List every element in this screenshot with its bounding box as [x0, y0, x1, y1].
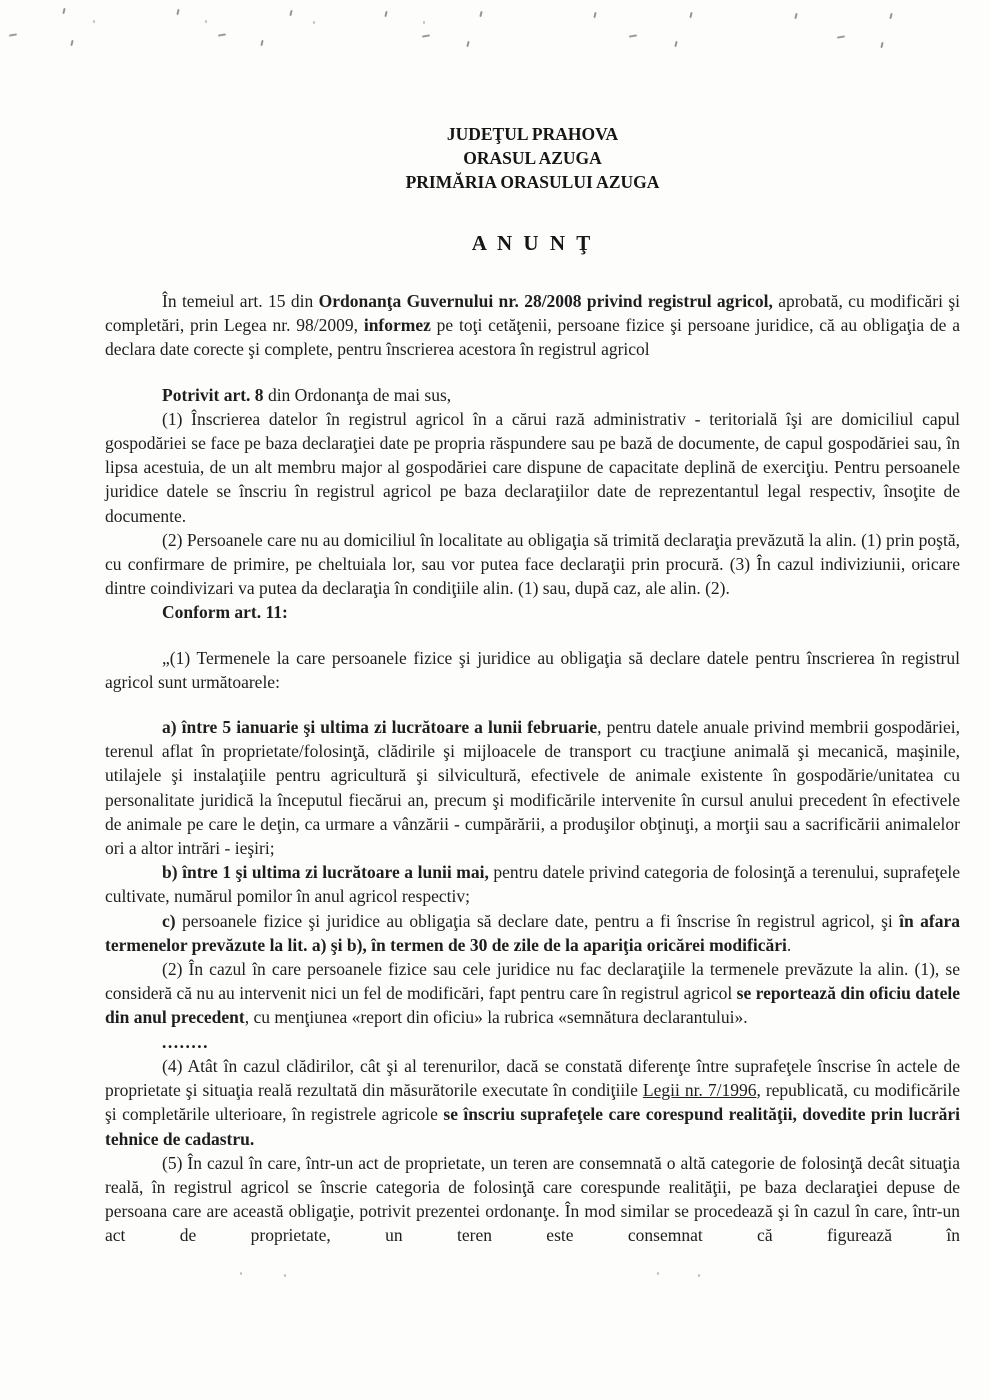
scan-noise [93, 20, 95, 23]
scan-noise [9, 33, 17, 36]
paragraph: (2) În cazul în care persoanele fizice sau cele juridice nu fac declaraţiile la termenele prevăzute la alin. (1), se consideră că nu au intervenit nici un fel de modificări, fapt pentru care în registrul agricol se reportează din oficiu datele din anul precedent, cu menţiunea «report din oficiu» la rubrica «semnătura declarantului». [105, 959, 960, 1028]
scan-noise [423, 21, 425, 24]
scan-noise [657, 1272, 659, 1275]
document-content [105, 0, 960, 1248]
scan-noise [62, 8, 65, 14]
paragraph: „(1) Termenele la care persoanele fizice şi juridice au obligaţia să declare datele pentru înscrierea în registrul agricol sunt următoarele: [105, 647, 960, 692]
scan-noise [240, 1272, 242, 1275]
header-line-cityhall: PRIMĂRIA ORASULUI AZUGA [405, 172, 660, 192]
scan-noise [698, 1274, 700, 1277]
header-line-town: ORASUL AZUGA [463, 148, 602, 168]
ellipsis-line: ........ [162, 1031, 209, 1052]
header-line-county: JUDEŢUL PRAHOVA [446, 124, 619, 144]
paragraph: În temeiul art. 15 din Ordonanţa Guvernului nr. 28/2008 privind registrul agricol, aprobată, cu modificări şi completări, prin Legea nr. 98/2009, informez pe toţi cetăţenii, persoane fizice şi persoane juridice, că au obligaţia de a declara date corecte şi complete, pentru înscrierea acestora în registrul agricol [105, 291, 961, 360]
scan-noise [70, 40, 73, 46]
scan-noise [313, 21, 315, 24]
paragraph: (5) În cazul în care, într-un act de proprietate, un teren are consemnată o altă categorie de folosinţă decât situaţia reală, în registrul agricol se înscrie categoria de folosinţă care corespunde realităţii, pe baza declaraţiei depuse de persoana care are această obligaţie, potrivit prezentei ordonanţe. În mod similar se procedează şi în cazul în care, într-un act de proprietate, un teren este consemnat că figurează în [105, 1152, 960, 1246]
paragraph: a) între 5 ianuarie şi ultima zi lucrătoare a lunii februarie, pentru datele anuale privind membrii gospodăriei, terenul aflat în proprietate/folosinţă, clădirile şi mijloacele de transport cu tracţiune animală şi mecanică, maşinile, utilajele şi instalaţiile pentru agricultură şi silvicultură, efectivele de animale existente în gospodărie/unitatea cu personalitate juridică la începutul fiecărui an, precum şi modificările intervenite în cursul anului precedent în efectivele de animale pe care le deţin, ca urmare a vânzării - cumpărării, a produşilor obţinuţi, a morţii sau a sacrificării animalelor ori a altor intrări - ieşiri; [105, 717, 961, 859]
paragraph: (4) Atât în cazul clădirilor, cât şi al terenurilor, dacă se constată diferenţe între suprafeţele înscrise în actele de proprietate şi situaţia reală rezultată din măsurătorile executate în condiţiile Legii nr. 7/1996, republicată, cu modificările şi completările ulterioare, în registrele agricole se înscriu suprafeţele care corespund realităţii, dovedite prin lucrări tehnice de cadastru. [105, 1055, 960, 1149]
paragraph: Potrivit art. 8 din Ordonanţa de mai sus, [162, 384, 452, 405]
scan-noise [205, 20, 207, 23]
paragraph: (1) Înscrierea datelor în registrul agricol în a cărui rază administrativ - teritorială îşi are domiciliul capul gospodăriei se face pe baza declaraţiei date pe propria răspundere sau pe bază de documente, de capul gospodăriei sau, în lipsa acestuia, de un alt membru major al gospodăriei care dispune de capacitate deplină de exerciţiu. Pentru persoanele juridice datele se înscriu în registrul agricol pe baza declaraţiilor date de reprezentantul legal respectiv, însoţite de documente. [105, 408, 960, 526]
paragraph: (2) Persoanele care nu au domiciliul în localitate au obligaţia să trimită declaraţia prevăzută la alin. (1) prin poştă, cu confirmare de primire, pe cheltuiala lor, sau vor putea face declaraţii prin procură. (3) În cazul indiviziunii, oricare dintre coindivizari va putea da declaraţia în condiţiile alin. (1) sau, după caz, ale alin. (2). [105, 529, 960, 599]
document-header [105, 0, 960, 194]
document-body [105, 289, 960, 1248]
paragraph: Conform art. 11: [162, 602, 288, 623]
paragraph: b) între 1 şi ultima zi lucrătoare a lunii mai, pentru datele privind categoria de folosinţă a terenului, suprafeţele cultivate, numărul pomilor în anul agricol respectiv; [105, 862, 960, 907]
announcement-title: A N U N Ţ [471, 231, 594, 255]
paragraph: c) persoanele fizice şi juridice au obligaţia să declare date, pentru a fi înscrise în registrul agricol, şi în afara termenelor prevăzute la lit. a) şi b), în termen de 30 de zile de la apariţia oricărei modificări. [105, 910, 960, 955]
scan-noise [284, 1274, 286, 1277]
